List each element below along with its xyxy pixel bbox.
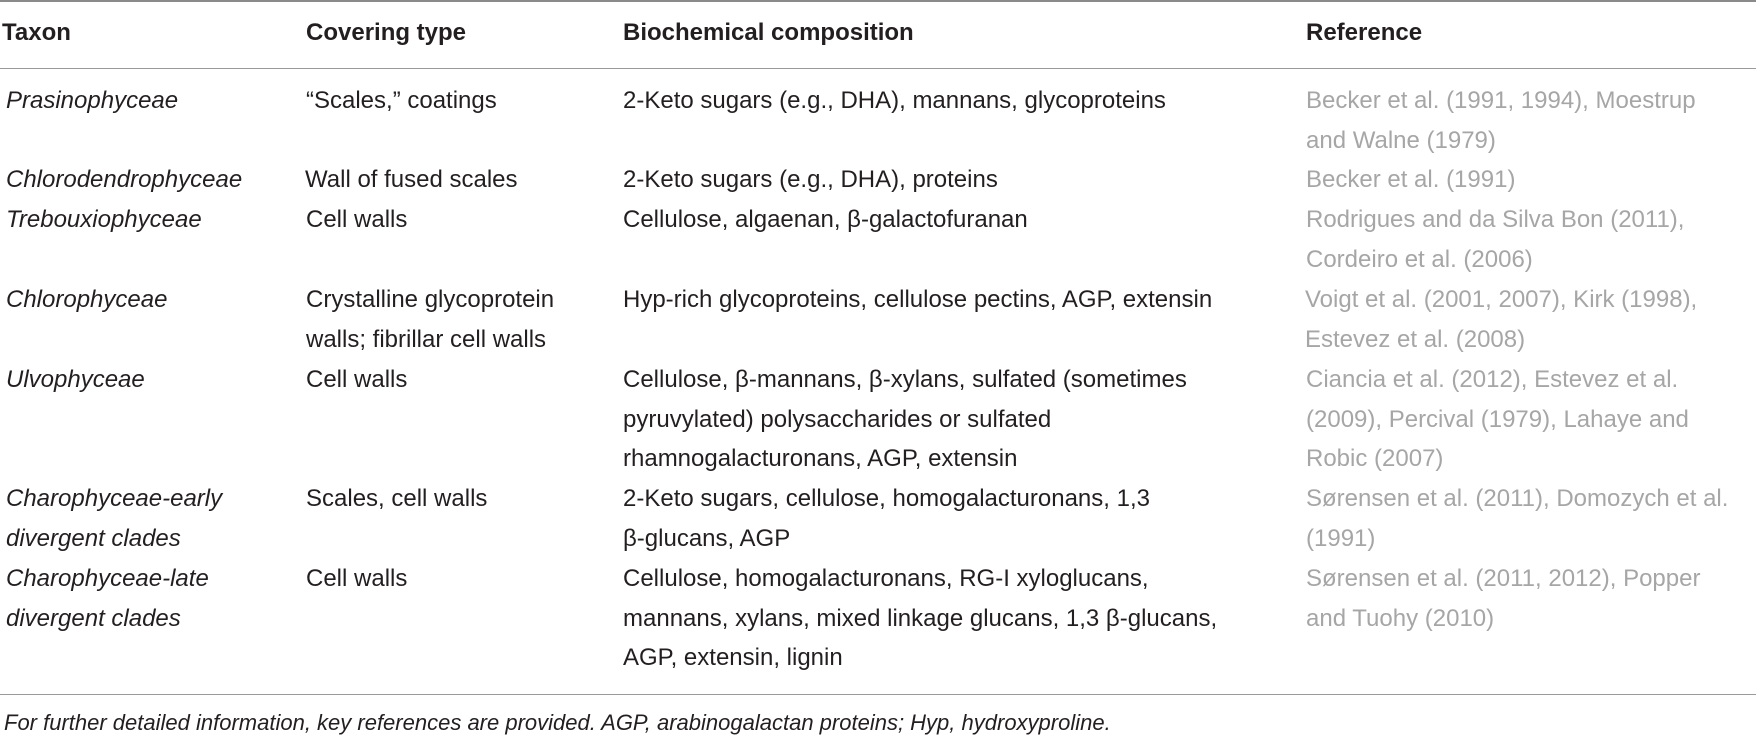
table-row-taxon: Trebouxiophyceae	[6, 206, 202, 233]
header-covering-type: Covering type	[306, 19, 467, 46]
table-row-composition: Cellulose, β-mannans, β-xylans, sulfated (sometimes pyruvylated) polysaccharides or sulfated rhamnogalacturonans, AGP, extensin	[623, 366, 1187, 472]
table-row-reference[interactable]: Sørensen et al. (2011), Domozych et al. (1991)	[1306, 485, 1729, 552]
table-row-covering: Wall of fused scales	[305, 166, 518, 193]
table-bottom-rule	[0, 694, 1756, 695]
table-row-taxon: Charophyceae-late divergent clades	[6, 565, 209, 632]
table-row-reference[interactable]: Voigt et al. (2001, 2007), Kirk (1998), Estevez et al. (2008)	[1305, 286, 1698, 353]
table-row-taxon: Chlorodendrophyceae	[6, 166, 243, 193]
table-row-covering: Cell walls	[306, 366, 408, 393]
table-row-reference[interactable]: Rodrigues and da Silva Bon (2011), Cordeiro et al. (2006)	[1306, 206, 1685, 273]
table-row-reference[interactable]: Becker et al. (1991, 1994), Moestrup and Walne (1979)	[1306, 87, 1696, 154]
table-footnote: For further detailed information, key references are provided. AGP, arabinogalactan proteins; Hyp, hydroxyproline.	[4, 710, 1111, 735]
table-row-covering: Cell walls	[306, 206, 408, 233]
table-row-reference[interactable]: Ciancia et al. (2012), Estevez et al. (2009), Percival (1979), Lahaye and Robic (2007)	[1306, 366, 1689, 472]
table-row-taxon: Prasinophyceae	[6, 87, 179, 114]
table-row-covering: Crystalline glycoprotein walls; fibrillar cell walls	[306, 286, 555, 353]
table-row-reference[interactable]: Sørensen et al. (2011, 2012), Popper and Tuohy (2010)	[1306, 565, 1701, 632]
table-row-covering: “Scales,” coatings	[306, 87, 497, 114]
table-row-composition: 2-Keto sugars (e.g., DHA), mannans, glycoproteins	[623, 87, 1166, 114]
table-row-covering: Cell walls	[306, 565, 408, 592]
header-biochemical-composition: Biochemical composition	[623, 19, 914, 46]
table-row-covering: Scales, cell walls	[306, 485, 488, 512]
table-row-reference[interactable]: Becker et al. (1991)	[1306, 166, 1516, 193]
table-row-composition: 2-Keto sugars (e.g., DHA), proteins	[623, 166, 998, 193]
table-row-composition: 2-Keto sugars, cellulose, homogalacturonans, 1,3 β-glucans, AGP	[623, 485, 1150, 552]
table-row-composition: Cellulose, algaenan, β-galactofuranan	[623, 206, 1028, 233]
table-row-taxon: Charophyceae-early divergent clades	[6, 485, 223, 552]
table-row-taxon: Ulvophyceae	[6, 366, 145, 393]
header-bottom-rule	[0, 68, 1756, 69]
table-row-taxon: Chlorophyceae	[6, 286, 168, 313]
table-row-composition: Cellulose, homogalacturonans, RG-I xyloglucans, mannans, xylans, mixed linkage glucans, 1,3 β-glucans, AGP, extensin, lignin	[623, 565, 1218, 671]
header-taxon: Taxon	[2, 19, 71, 46]
header-reference: Reference	[1306, 19, 1423, 46]
table-row-composition: Hyp-rich glycoproteins, cellulose pectins, AGP, extensin	[623, 286, 1213, 313]
table-top-rule	[0, 0, 1756, 2]
